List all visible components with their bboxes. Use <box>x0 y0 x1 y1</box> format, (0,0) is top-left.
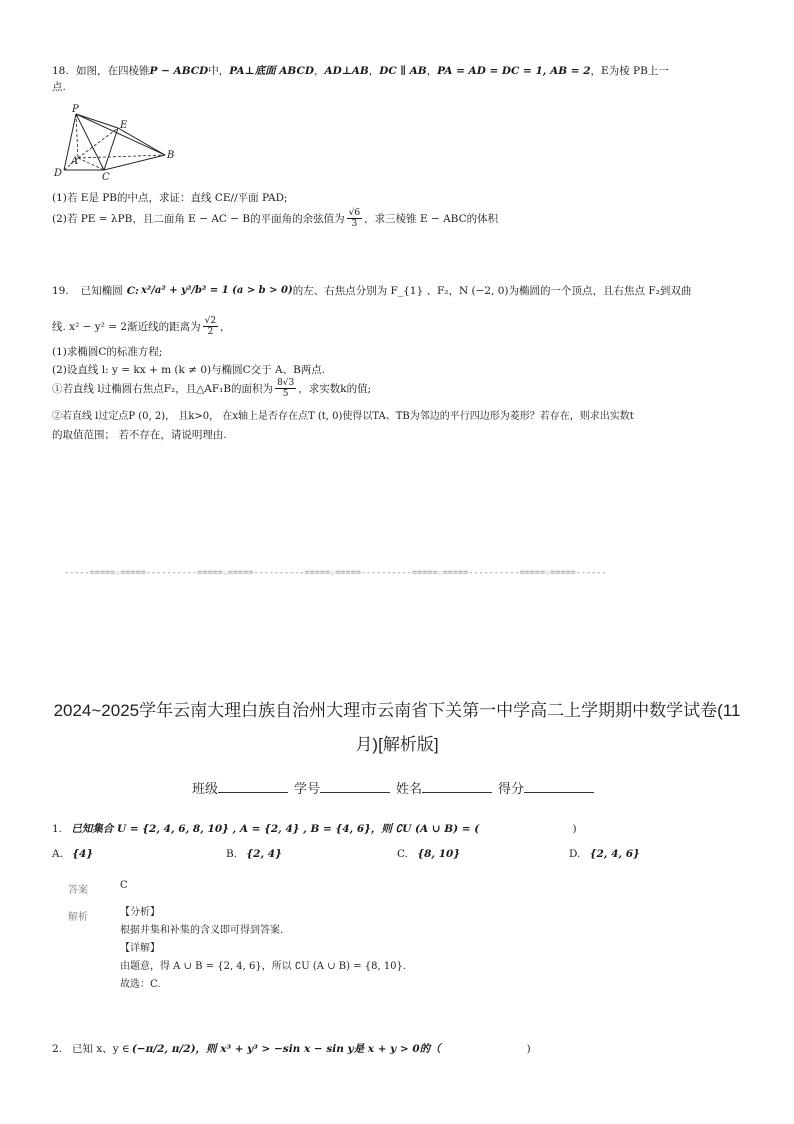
q18-cond1: PA⊥底面 ABCD <box>229 65 314 77</box>
q18-part2 <box>52 208 498 229</box>
q1-option-c-label: C. <box>397 848 408 860</box>
q19-line2-a: 线. x² − y² = 2渐近线的距离为 <box>52 320 201 333</box>
q18-part2-den: 3 <box>351 219 358 229</box>
q19-sub2: ②若直线 l过定点P (0, 2)， 且k>0， 在x轴上是否存在点T (t, 0)使得以TA、TB为邻边的平行四边形为菱形？若存在，则求出实数t <box>52 411 634 422</box>
q18-stem-b: 中， <box>208 65 230 77</box>
q19-line2-num: √2 <box>204 316 217 326</box>
q19-line2 <box>52 316 231 337</box>
q18-part2-num: √6 <box>348 208 361 218</box>
q19-sub1-frac <box>275 378 296 399</box>
edge-ab <box>78 155 165 158</box>
solution-block <box>120 904 406 994</box>
conclusion: 故选：C. <box>120 979 161 990</box>
q19-sub1-a: ①若直线 l过椭圆右焦点F₂，且△AF₁B的面积为 <box>52 382 274 395</box>
edge-pa <box>76 114 78 158</box>
edge-ce <box>104 128 118 170</box>
q18-cond5: E为棱 PB上一 <box>601 65 669 77</box>
q19-ellipse: C: <box>126 285 139 297</box>
q18-stem-tail: 点. <box>52 81 66 93</box>
q1-option-a-text: {4} <box>72 848 94 860</box>
q2-stem-a: 已知 x、y ∈ <box>72 1043 130 1055</box>
detail-text: 由题意，得 A ∪ B = {2, 4, 6}，所以 ∁U (A ∪ B) = {8, 10}. <box>120 961 407 972</box>
info-fields <box>192 778 600 797</box>
analysis-text: 根据并集和补集的含义即可得到答案. <box>120 925 284 936</box>
q18-pyramid: P − ABCD <box>149 65 209 77</box>
q1-close: ) <box>572 823 577 835</box>
q19-sub1-num: 8√3 <box>277 378 295 388</box>
field-class-blank[interactable] <box>218 781 288 793</box>
paper-title-line2: 月)[解析版] <box>355 735 439 754</box>
field-score-label: 得分 <box>498 781 525 796</box>
q1-option-c-text: {8, 10} <box>417 848 461 860</box>
field-number-blank[interactable] <box>320 781 390 793</box>
q18-number: 18. <box>52 65 69 77</box>
edge-eb <box>118 128 165 155</box>
q18-cond2: AD⊥AB <box>324 65 369 77</box>
label-b: B <box>167 150 175 161</box>
section-divider: -----=====☆=====----------=====☆=====----------=====☆=====----------=====☆=====----------=====☆=====------ <box>64 568 607 578</box>
edge-cb <box>104 155 165 170</box>
label-c: C <box>102 172 110 180</box>
q1-option-a <box>52 848 93 860</box>
q19-sub1-den: 5 <box>282 389 289 399</box>
field-number-label: 学号 <box>294 781 321 796</box>
q19-part1: (1)求椭圆C的标准方程; <box>52 346 163 358</box>
q2-stem <box>52 1042 531 1056</box>
q1-option-d <box>569 848 640 860</box>
paper-title <box>40 694 754 762</box>
q2-number: 2. <box>52 1043 63 1055</box>
q18-cond3: DC ∥ AB <box>379 65 427 77</box>
q18-part1: (1)若 E是 PB的中点，求证：直线 CE//平面 PAD; <box>52 192 288 204</box>
q19-number: 19. <box>52 285 69 297</box>
q2-close: ) <box>526 1043 531 1055</box>
q1-stem <box>52 822 577 836</box>
analysis-label: 解析 <box>68 912 88 923</box>
q18-cond4: PA = AD = DC = 1, AB = 2 <box>437 65 591 77</box>
edge-ae <box>78 128 118 158</box>
q19-sub1-b: ，求实数k的值; <box>298 382 372 395</box>
q1-number: 1. <box>52 823 63 835</box>
field-name-blank[interactable] <box>422 781 492 793</box>
q1-option-b <box>226 848 282 860</box>
q2-stem-b: ，则 x³ + y³ > −sin x − sin y是 x + y > 0的（ <box>195 1043 441 1055</box>
q18-part2-b: ，求三棱锥 E − ABC的体积 <box>364 212 499 225</box>
q19-line2-frac <box>203 316 218 337</box>
field-name-label: 姓名 <box>396 781 423 796</box>
q19-stem <box>52 284 691 298</box>
q18-stem-a: 如图，在四棱锥 <box>76 65 150 77</box>
analysis-head: 【分析】 <box>120 907 160 918</box>
detail-head: 【详解】 <box>120 943 160 954</box>
q19-sub2-tail: 的取值范围； 若不存在，请说明理由. <box>52 429 227 441</box>
answer-label: 答案 <box>68 885 88 896</box>
answer-value: C <box>120 880 128 891</box>
q19-ellipse-eq: x²/a² + y²/b² = 1 (a > b > 0) <box>140 285 293 296</box>
q1-option-d-text: {2, 4, 6} <box>589 848 640 860</box>
q1-option-d-label: D. <box>569 848 581 860</box>
q2-interval: (−π/2, π/2) <box>131 1043 196 1055</box>
field-class-label: 班级 <box>192 781 219 796</box>
q19-line2-den: 2 <box>207 327 214 337</box>
q1-option-a-label: A. <box>52 848 63 860</box>
q18-part2-a: (2)若 PE = λPB，且二面角 E − AC − B的平面角的余弦值为 <box>52 212 345 225</box>
q19-stem-b: 的左、右焦点分别为 F_{1} 、F₂，N (−2, 0)为椭圆的一个顶点，且右焦点 F₂到双曲 <box>292 285 692 297</box>
q1-option-c <box>397 848 460 860</box>
label-e: E <box>120 120 128 131</box>
q18-part2-frac <box>347 208 362 229</box>
q19-part2: (2)设直线 l: y = kx + m (k ≠ 0)与椭圆C交于 A、B两点. <box>52 364 326 376</box>
q19-stem-a: 已知椭圆 <box>80 285 123 297</box>
label-d: D <box>54 168 63 179</box>
edge-ac <box>78 158 104 170</box>
q19-sub1 <box>52 378 371 399</box>
label-p: P <box>72 104 79 115</box>
q1-text: 已知集合 U = {2, 4, 6, 8, 10} , A = {2, 4} , B = {4, 6}，则 ∁U (A ∪ B) = ( <box>71 823 480 835</box>
field-score-blank[interactable] <box>524 781 594 793</box>
q1-option-b-text: {2, 4} <box>246 848 282 860</box>
q18-stem: 18. 如图，在四棱锥P − ABCD中，PA⊥底面 ABCD，AD⊥AB，DC ∥ AB，PA = AD = DC = 1, AB = 2，E为棱 PB上一 <box>52 65 669 77</box>
q1-option-b-label: B. <box>226 848 238 860</box>
q19-line2-b: ， <box>220 320 231 333</box>
label-a: A <box>71 156 79 167</box>
paper-title-line1: 2024~2025学年云南大理白族自治州大理市云南省下关第一中学高二上学期期中数学试卷(11 <box>53 701 741 720</box>
q18-figure <box>50 100 180 180</box>
